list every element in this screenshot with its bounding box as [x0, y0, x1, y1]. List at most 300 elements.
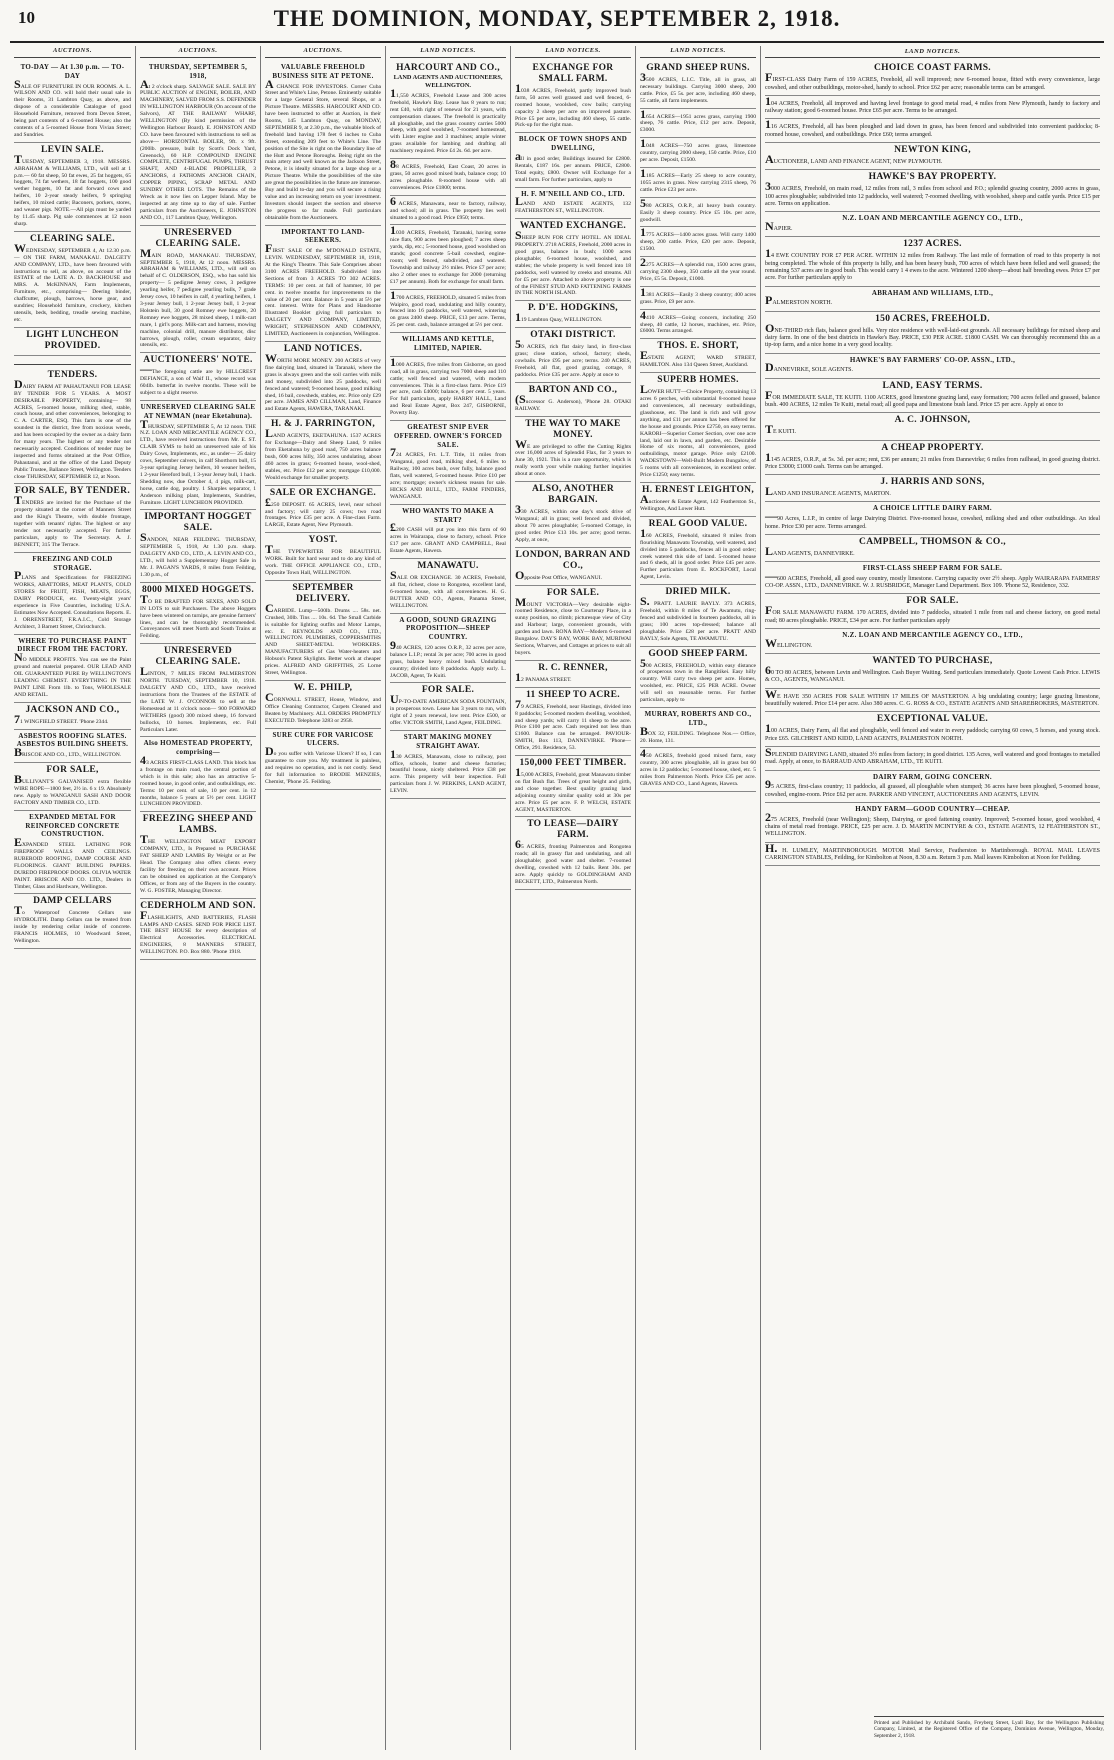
- ad-heading: WANTED EXCHANGE.: [519, 221, 627, 232]
- advertisement: [14, 763, 131, 811]
- ad-body: WE are privileged to offer the Cutting Rights over 16,000 acres of Splendid Flax, for 3 years to June 30, 1921. This is a rare opportunity, which is really worth your while making further inquiries about at once.: [515, 436, 631, 478]
- advertisement: [515, 417, 631, 483]
- ad-heading: DAIRY FARM, GOING CONCERN.: [873, 772, 992, 781]
- ad-body: Opposite Post Office, WANGANUI.: [515, 567, 602, 582]
- ad-heading: AUCTIONEERS' NOTE.: [143, 355, 253, 366]
- ad-heading: TO-DAY — At 1.30 p.m. — TO-DAY: [20, 62, 125, 80]
- advertisement: [265, 226, 381, 342]
- ad-heading: CLEARING SALE.: [30, 233, 115, 244]
- ad-heading: FOR SALE.: [421, 685, 475, 696]
- ad-body: BULLIVANT'S GALVANISED extra flexible WIRE ROPE—1800 feet, 2½ in. 6 x 19. Absolutely new. Apply to WANGANUI SASH AND DOOR FACTORY AND TIMBER CO., LTD.: [14, 772, 131, 806]
- ad-body: 580 ACRES, O.R.P., all heavy bush country. Easily 3 sheep country. Price £5 10s. per acre, goodwill.: [640, 195, 756, 223]
- ad-heading: BARTON AND CO.,: [528, 384, 618, 395]
- advertisement: [265, 486, 381, 534]
- advertisement: [765, 629, 1100, 654]
- advertisement: [765, 654, 1100, 689]
- ad-body: 1048 ACRES—750 acres grass, limestone country, carrying 2000 sheep, 150 cattle. Price, £10 per acre. Deposit, £1500.: [640, 136, 756, 164]
- advertisement: [640, 483, 756, 517]
- advertisement: [640, 195, 756, 228]
- advertisement: [14, 61, 131, 143]
- ad-heading: THOS. E. SHORT,: [657, 341, 739, 352]
- ad-body: 1654 ACRES—1951 acres grass, carrying 1900 sheep, 76 cattle. Price, £12 per acre. Deposit, £3000.: [640, 106, 756, 134]
- advertisement: [765, 712, 1100, 747]
- ad-heading: GREATEST SNIP EVER OFFERED. OWNER'S FORCED SALE.: [393, 423, 503, 449]
- ad-heading: TENDERS.: [47, 369, 98, 380]
- ad-heading: HARCOURT AND CO.,: [396, 62, 500, 73]
- ad-body: PALMERSTON NORTH.: [765, 293, 833, 308]
- ad-body: WEDNESDAY, SEPTEMBER 4, At 12.30 p.m. — ON THE FARM, MANAKAU. DALGETY AND COMPANY, LTD., have been favoured with instructions to sell, as above, on account of the ESTATE of the LATE A. D. BACKHOUSE and MRS. A. McKINNAN, Farm Implements, Furniture, etc., comprising— Deering binder, chaffcutter, plough, harrows, horse gear, and sundries; Household furniture, crockery, kitchen utensils, beds, bedding, treadle sewing machine, etc.: [14, 240, 131, 323]
- ad-body: SALE OF FURNITURE IN OUR ROOMS. A. L. WILSON AND CO. will hold their usual sale in their Rooms, 31 Lambton Quay, as above, and dispose of a considerable Catalogue of good Household Furniture, removed from Devon Street, being part contents of a 6-roomed House; also the contents of a 5-roomed House from Vivian Street; and Sundries.: [14, 76, 131, 138]
- advertisement: [14, 811, 131, 895]
- ad-heading: GOOD SHEEP FARM.: [648, 648, 748, 659]
- ad-heading: YOST.: [308, 535, 338, 546]
- ad-heading: FREEZING AND COLD STORAGE.: [32, 554, 113, 572]
- ad-heading: WILLIAMS AND KETTLE, LIMITED, NAPIER.: [401, 335, 495, 352]
- ad-body: 500 ACRES, FREEHOLD, within easy distance of prosperous town in the Rangitikei. Easy hilly country. Will carry two sheep per acre. Homes, woolshed, etc. PRICE, £25 PER ACRE. Owner will sell on reasonable terms. For further particulars, apply to: [640, 655, 756, 704]
- advertisement: [14, 553, 131, 635]
- advertisement: [765, 379, 1100, 414]
- ad-heading: CHOICE COAST FARMS.: [874, 63, 991, 74]
- ad-body: UP-TO-DATE AMERICAN SODA FOUNTAIN, in prosperous town. Lease has 3 years to run, with right of 2 years renewal, low rent. Price £500, or offer. VICTOR SMITH, Land Agent, FEILDING.: [390, 692, 506, 727]
- ad-body: 3500 ACRES, L.I.C. Title, all in grass, all necessary buildings. Carrying 3000 sheep, 200 cattle. Price, £5 5s. per acre, including 460 sheep, 55 cattle, all farm implements.: [640, 69, 756, 104]
- advertisement: [515, 817, 631, 889]
- ad-heading: H. ERNEST LEIGHTON,: [642, 484, 754, 495]
- ad-body: WE HAVE 350 ACRES FOR SALE WITHIN 17 MILES OF MASTERTON. A big undulating country; large grazing limestone, beautifully watered. Price £14 per acre. Also 380 acres. C. G. ROSS & CO., ESTATE AGENTS AND SHAREBROKERS, MASTERTON.: [765, 686, 1100, 708]
- advertisement: [640, 585, 756, 646]
- advertisement: [265, 581, 381, 681]
- advertisement: [765, 119, 1100, 143]
- ad-body: MAIN ROAD, MANAKAU. THURSDAY, SEPTEMBER 5, 1918, At 12 noon. MESSRS. ABRAHAM & WILLIAMS, LTD., will sell on behalf of C. OLDERSON, ESQ., who has sold his property— 5 pedigree Jersey cows, 3 pedigree yearling heifer, 7 pedigree yearling bulls, 7 grade Jersey cows, 10 heifers in calf, 4 yearling heifers, 1 3-year Jersey bull, 1 2-year Jersey bull, 1 2-year Holstein bull, 30 good Romney ewe hoggets, 20 Romney ewe hoggets, 28 mixed sheep, 1 milk-cart mare, 1 girl's pony. Milk-cart and harness, mowing machine, colonial drill, manure distributor, disc harrows, plough, roller, cream separator, dairy utensils, etc.: [140, 245, 256, 349]
- ad-heading: UNRESERVED CLEARING SALE.: [155, 227, 241, 249]
- ad-heading: 11 SHEEP TO ACRE.: [526, 689, 620, 700]
- advertisement: [515, 548, 631, 586]
- ad-heading: A. C. JOHNSON,: [894, 415, 971, 426]
- advertisement: [390, 225, 506, 289]
- advertisement: [14, 484, 131, 552]
- advertisement: [765, 441, 1100, 476]
- ad-body: WELLINGTON.: [765, 635, 813, 650]
- advertisement: [765, 744, 1100, 771]
- ad-body: SHEEP RUN FOR CITY HOTEL. AN IDEAL PROPERTY. 2718 ACRES, Freehold, 2000 acres in good grass, balance in bush; 1000 acres ploughable; 6-roomed house, woolshed, and stables; the whole property is well fenced into 18 paddocks, well watered by creeks and streams. All for £5 per acre. Attached to above property is one of the FINEST STUD AND FATTENING FARMS IN THE NORTH ISLAND.: [515, 228, 631, 297]
- advertisement: [765, 354, 1100, 379]
- ad-body: —600 ACRES, Freehold, all good easy country, mostly limestone. Carrying capacity over 2½ sheep. Apply WAIRARAPA FARMERS' CO-OP. ASSN., LTD., DANNEVIRKE. W. J. RUSBRIDGE, Manager Land Department. Box 109. 'Phone 52, Residence, 332.: [765, 568, 1100, 590]
- ad-body: 119 Lambton Quay, WELLINGTON.: [515, 310, 603, 325]
- ad-subheading: LAND AGENTS AND AUCTIONEERS, WELLINGTON.: [393, 73, 503, 89]
- advertisement: [765, 502, 1100, 534]
- advertisement: [140, 510, 256, 582]
- ad-body: ESTATE AGENT, WARD STREET, HAMILTON. Also 134 Queen Street, Auckland.: [640, 348, 756, 369]
- ad-body: 1038 ACRES, Freehold, partly improved bush farm, 50 acres well grassed and well fenced, 6-roomed house, woolshed, cow bails; carrying capacity 2 sheep per acre on improved pasture. Price £5 per acre, including 460 sheep, 55 cattle. Pick-up for the right man.: [515, 80, 631, 129]
- advertisement: [765, 594, 1100, 629]
- advertisement: [265, 681, 381, 729]
- advertisement: [765, 535, 1100, 562]
- columns-area: [10, 46, 1104, 1750]
- ad-heading: BLOCK OF TOWN SHOPS AND DWELLING,: [518, 135, 628, 153]
- ad-body: Auctioneer & Estate Agent, 142 Featherston St., Wellington, And Lower Hutt.: [640, 491, 756, 512]
- ad-heading: R. C. RENNER,: [538, 662, 608, 673]
- column-7: [760, 46, 1104, 1750]
- advertisement: [265, 417, 381, 485]
- ad-body: 65 ACRES, fronting Palmerston and Rongotea roads; all in grassy flat and undulating, and all ploughable; good water and shelter. 7-roomed dwelling, cowshed with 12 bails. Rent 30s. per acre. Apply quickly to GOLDINGHAM AND BECKETT, LTD., Palmerston North.: [515, 837, 631, 886]
- ad-heading: LONDON, BARRAN AND CO.,: [515, 549, 631, 571]
- ad-heading: UNRESERVED CLEARING SALE.: [155, 646, 241, 668]
- column-5: [510, 46, 635, 1750]
- ad-body: FOR SALE MANAWATU FARM. 170 ACRES, divided into 7 paddocks, situated 1 mile from rail and cheese factory, on good metal road; 80 acres ploughable. PRICE, £34 per acre. For further particulars apply: [765, 603, 1100, 624]
- advertisement: [14, 143, 131, 232]
- ad-body: AUCTIONEER, LAND AND FINANCE AGENT, NEW PLYMOUTH.: [765, 152, 943, 167]
- ad-body: At 2 o'clock sharp. SALVAGE SALE. SALE BY PUBLIC AUCTION of ENGINE, BOILER, AND MACHINERY, SALVED FROM S.S. DEFENDER IN WELLINGTON HARBOUR (On account of the Salvors), AT THE RAILWAY WHARF, WELLINGTON (By kind permission of the Wellington Harbour Board). E. JOHNSTON AND CO. have been favoured with instructions to sell as above— HORIZONTAL BOILER, 9ft. x 9ft. (200lb. pressure, built by Scott's Dock Yard, Greenock), 60 H.P. COMPOUND ENGINE COMPLETE, CENTRIFUGAL PUMPS, THRUST SHAFT, AND 4-BLADE PROPELLER, 3 ANCHORS, 4 FATHOMS ANCHOR CHAIN, COPPER PIPING, SCRAP METAL AND SUNDRY OTHER LOTS. The Remains of the Wreck as it now lies on Lepper Island. May be inspected at any time up to day of sale. Further particulars from the Auctioneers, E. JOHNSTON AND CO., 117 Lambton Quay, Wellington.: [140, 76, 256, 221]
- ad-body: 95 ACRES, first-class country; 11 paddocks, all grassed, all ploughable when stumped; 36 acres have been ploughed, 5-roomed house, cowshed, engine-room. Price £62 per acre. PARKER AND VINCENT, AUCTIONEERS AND AGENTS, LEVIN.: [765, 777, 1100, 798]
- ad-heading: THE WAY TO MAKE MONEY.: [525, 418, 621, 440]
- ad-body: FIRST SALE Of the M'DONALD ESTATE, LEVIN. WEDNESDAY, SEPTEMBER 18, 1918, At the King's Theatre. This Sale Comprises about 3100 ACRES FREEHOLD. Subdivided into Sections of from 3 ACRES TO 302 ACRES. TERMS: 10 per cent. at fall of hammer, 10 per cent. in twelve months for improvements to the value of 20 per cent. Balance in 5 years at 5½ per cent. interest. Write for Plans and Handsome Illustrated Booklet giving full particulars to DALGETY AND COMPANY, LIMITED, WRIGHT, STEPHENSON AND COMPANY, LIMITED, Auctioneers in conjunction, Wellington.: [265, 241, 381, 338]
- advertisement: [765, 413, 1100, 440]
- column-2: [135, 46, 260, 1750]
- advertisement: [640, 307, 756, 340]
- ad-heading: SURE CURE FOR VARICOSE ULCERS.: [272, 730, 374, 748]
- advertisement: [14, 232, 131, 328]
- page-number: 10: [18, 8, 35, 27]
- ad-heading: W. E. PHILP,: [293, 682, 353, 693]
- ad-body: £250 DEPOSIT. 65 ACRES, level, near school and factory; will carry 25 cows; two road frontages. Price £35 per acre. A Fine-class Farm. LARGE, Estate Agent, New Plymouth.: [265, 494, 381, 529]
- ad-body: DANNEVIRKE, SOLE AGENTS.: [765, 360, 854, 375]
- ad-body: LAND AGENTS, EKETAHUNA. 1537 ACRES for Exchange—Dairy and Sheep Land, 9 miles from Eketahuna by good road, 750 acres balance bush, 600 acres hilly, 350 acres undulating, about 460 acres in grass; 6-roomed house, wool-shed, stables, etc. Price £12 per acre; mortgage £10,000. Would exchange for smaller property.: [265, 426, 381, 481]
- imprint: Printed and Published by Archibald Sando, Freyberg Street, Lyall Bay, for the Wellington Publishing Company, Limited, at the Registered Office of the Company, Dominion Avenue, Wellington, Monday, September 2, 1918.: [874, 1716, 1104, 1739]
- ad-body: FIRST-CLASS Dairy Farm of 159 ACRES, Freehold, all well improved; new 6-roomed house, fitted with every convenience, large cowshed, and other outbuildings, motor-shed, handy to school. Price £62 per acre; reasonable terms can be arranged.: [765, 70, 1100, 91]
- ad-heading: UNRESERVED CLEARING SALE AT NEWMAN (near Eketahuna).: [140, 402, 256, 420]
- advertisement: [390, 683, 506, 731]
- ad-body: MOUNT VICTORIA—Very desirable eight-roomed Residence, close to Courtenay Place, in a sunny position, no climb; picturesque view of City and Harbour; large, convenient grounds, with garden and lawn. RONA BAY—Modern 6-roomed Bungalow. DAY'S BAY, WORK BAY, MURIWAI Sections, Wharves, and Cottages at prices to suit all buyers.: [515, 594, 631, 656]
- ad-body: SPLENDID DAIRYING LAND, situated 3½ miles from factory; in good district. 135 Acres, well watered and good frontages to metalled road. Apply, at once, to BARRAUD AND ABRAHAM, LTD., TE KUITI.: [765, 744, 1100, 766]
- ad-body: LAND AND ESTATE AGENTS, 132 FEATHERSTON ST., WELLINGTON.: [515, 194, 631, 215]
- ad-heading: FOR SALE, BY TENDER.: [14, 486, 130, 497]
- advertisement: [765, 93, 1100, 120]
- advertisement: [390, 559, 506, 614]
- ad-body: NAPIER.: [765, 219, 793, 234]
- ad-body: CARBIDE. Lump—500lb. Drums .... 58s. net. Crushed, 30lb. Tins .... 10s. 6d. The Small Carbide is suitable for lighting outfits and Motor Lamps, etc. E. REYNOLDS AND CO., LTD., WELLINGTON. PLUMBERS, COPPERSMITHS AND SHEET-METAL WORKERS. MANUFACTURERS of Gas Water-heaters and Hobson's Patent Skylights. Better work at cheaper prices. ALFRED AND GRIFFITHS, 25 Lorne Street, Wellington.: [265, 600, 381, 676]
- ad-body: SANDON, NEAR FEILDING. THURSDAY, SEPTEMBER 5, 1918, At 1.30 p.m. sharp. DALGETY AND CO., LTD., A. LEVIN AND CO., LTD., will hold a Supplementary Hogget Sale in Mr. J. PAGAN'S YARDS, 8 miles from Feilding, 1.30 p.m., of: [140, 530, 256, 578]
- ad-heading: REAL GOOD VALUE.: [648, 518, 748, 529]
- advertisement: [640, 165, 756, 198]
- advertisement: [265, 729, 381, 790]
- ad-body: 3000 ACRES, Freehold, on main road, 12 miles from rail, 3 miles from school and P.O.; splendid grazing country, 2000 acres in grass, 100 acres ploughable; subdivided into 12 paddocks, well watered; 7-roomed dwelling, with woolshed, sheep and cattle yards. Price £15 per acre. Terms on application.: [765, 179, 1100, 207]
- ad-body: LOWER HUTT—Choice Property, containing 13 acres 6 perches, with substantial 8-roomed house and conveniences, all necessary outbuildings, glasshouse, etc. The land is rich and will grow anything, and £11 per annum has been offered for the house and grounds. Price £2750, on easy terms. KARORI—Superior Corner Section, over one acre land, laid out in lawn, and garden, etc. Desirable Home of six rooms, all conveniences, good outbuildings, motor garage. Price only £2100. WADESTOWN—Well-Built Modern Bungalow, of 5 rooms with all conveniences, in excellent order. Price £1250; easy terms.: [640, 382, 756, 479]
- advertisement: [765, 61, 1100, 96]
- advertisement: [640, 373, 756, 483]
- advertisement: [515, 586, 631, 661]
- ad-body: 15,000 ACRES, Freehold, great Manawatu timber on flat Bush flat. Trees of great height and girth, and close together. Best quality grazing land adjoining country similar quality sold at 30s per acre. Price £5 per acre. F. P. WELCH, ESTATE AGENT, MASTERTON.: [515, 765, 631, 813]
- ad-heading: N.Z. LOAN AND MERCANTILE AGENCY CO., LTD.,: [842, 631, 1023, 640]
- ad-body: 60 TO 80 ACRES, between Levin and Wellington. Cash Buyer Waiting. Send particulars immediately. Quote Lowest Cash Price. LEWIS & CO., AGENTS, WANGANUI.: [765, 663, 1100, 684]
- advertisement: [140, 401, 256, 510]
- ad-heading: FOR SALE.: [546, 587, 600, 598]
- ad-body: ONE-THIRD rich flats, balance good hills. Very nice residence with well-laid-out grounds. All necessary buildings for mixed sheep and dairy farm. In one of the best districts in Hawke's Bay. PRICE, £30 PER ACRE. £1800 CASH. We can thoroughly recommend this as a tip-top farm, and a nice home in a very good locality.: [765, 320, 1100, 349]
- ad-heading: VALUABLE FREEHOLD BUSINESS SITE AT PETONE.: [272, 62, 374, 80]
- advertisement: [640, 138, 756, 168]
- ad-body: FOR IMMEDIATE SALE, TE KUITI. 1100 ACRES, good limestone grazing land, easy formation; 700 acres felled and grassed, balance bush. 400 ACRES, 12 miles Te Kuiti, metal road; all good papa and limestone bush land. Price £5 per acre. Apply at once to: [765, 387, 1100, 408]
- ad-heading: A CHOICE LITTLE DAIRY FARM.: [873, 504, 992, 513]
- ad-body: BOX 32, FEILDING. Telephone Nos.— Office, 20. Home, 131.: [640, 723, 756, 744]
- advertisement: [14, 328, 131, 356]
- advertisement: [390, 614, 506, 684]
- ad-body: 940 ACRES, 120 acres O.R.P., 32 acres per acre, balance L.I.P.; rental 3s per acre; 700 acres in good grass, balance heavy mixed bush. Undulating country; divided into 8 paddocks. Apply early. L. JACOB, Agent, Te Kuiti.: [390, 637, 506, 679]
- ad-body: CORNWALL STREET, House, Window, and Office Cleaning Contractor, Carpets Cleaned and Beaten by Machinery. ALL ORDERS PROMPTLY EXECUTED. Telephone 3283 or 2958.: [265, 689, 381, 724]
- ad-body: 450 ACRES, freehold good mixed farm, easy country, 300 acres ploughable, all in grass but 60 acres in 12 paddocks; 5-roomed house, shed, etc. 5 miles from Palmerston North. Price £35 per acre. GRAVES AND CO., Land Agents, Hawera.: [640, 746, 756, 788]
- advertisement: [515, 328, 631, 383]
- ad-heading: 1237 ACRES.: [903, 239, 962, 250]
- ad-heading: LAND, EASY TERMS.: [882, 380, 983, 391]
- column-heading: LAND NOTICES.: [390, 46, 506, 58]
- advertisement: [640, 106, 756, 139]
- ad-body: 14 EWE COUNTRY FOR £7 PER ACRE. WITHIN 12 miles from Railway. The last mile of formation of road to this property is not being completed. The whole of this property is hilly, and has been heavy bush, 700 acres of which have been felled and well grassed; the remaining 537 acres are in good bush. This would carry 1 4 ewes to the acre. Wintered 1200 sheep—about half breeding ewes. Price £7 per acre. For further particulars apply to: [765, 246, 1100, 282]
- ad-body: Do you suffer with Varicose Ulcers? If so, I can guarantee to cure you. My treatment is painless, and requires no operation, and is not costly. Send for full information to BRODIE MENZIES, Chemist, 'Phone 25. Feilding.: [265, 744, 381, 785]
- advertisement: [390, 354, 506, 421]
- advertisement: [140, 899, 256, 960]
- ad-body: 11,550 ACRES, Freehold Lease and 300 acres freehold, Hawke's Bay. Lease has 8 years to run; rent £40, with right of renewal for 21 years, with compensation clauses. The freehold is practically all ploughable, and the grass country carries 5000 sheep, with good woolshed, 7-roomed homestead, with Lister engine and 3 machines; ample winter grass available for lambing and drafting all machinery required. Price £4 2s. 6d. per acre.: [390, 85, 506, 155]
- ad-body: H. H. LUMLEY, MARTINBOROUGH. MOTOR Mail Service, Featherston to Martinborough. ROYAL MAIL LEAVES CARRINGTON STABLES, Feilding, for Kimbolton at Noon, 8.30 a.m. Return 3 p.m. Mail leaves Kimbolton at Noon for Feilding.: [765, 840, 1100, 861]
- ad-body: 12 PANAMA STREET.: [515, 669, 572, 684]
- ad-heading: EXCEPTIONAL VALUE.: [876, 714, 989, 725]
- advertisement: [515, 383, 631, 417]
- advertisement: [640, 61, 756, 109]
- section-rule: [14, 360, 131, 365]
- ad-heading: SEPTEMBER DELIVERY.: [292, 582, 354, 604]
- ad-body: 50 ACRES, rich flat dairy land, in first-class grass; close station, school, factory; sheds, cowbails. Price £95 per acre; terms. 240 ACRES, Freehold, all flat, good grazing, cottage, 8 paddocks. Price £35 per acre. Apply at once to: [515, 337, 631, 378]
- advertisement: [140, 353, 256, 401]
- ad-body: TO BE DRAFTED FOR SEXES, AND SOLD IN LOTS to suit Purchasers. The above Hoggets have been wintered on turnips, are genuine farmers' lines, and can be thoroughly recommended. Conveyances will meet North and South Trains at Feilding.: [140, 591, 256, 640]
- ad-heading: LEVIN SALE.: [41, 144, 104, 155]
- ad-body: 330 ACRES, within one day's stock drive of Wanganui; all in grass; well fenced and divided, about 70 acres ploughable; 5-roomed Cottage, in good order. Price £13 10s. per acre; good terms. Apply, at once,: [515, 502, 631, 543]
- advertisement: [14, 368, 131, 485]
- ad-heading: FIRST-CLASS SHEEP FARM FOR SALE.: [862, 564, 1003, 573]
- advertisement: [765, 803, 1100, 843]
- ad-body: 88 ACRES, Freehold, East Coast, 20 acres in grass, 50 acres good mixed bush, balance crop; 10 acres ploughable. 8-roomed house with all conveniences. Price £1800; terms.: [390, 157, 506, 191]
- advertisement: [140, 812, 256, 898]
- column-heading: AUCTIONS.: [265, 46, 381, 58]
- advertisement: [765, 212, 1100, 237]
- ad-heading: FOR SALE,: [46, 765, 99, 776]
- ad-body: TE KUITI.: [765, 422, 797, 437]
- ad-heading: WHERE TO PURCHASE PAINT DIRECT FROM THE FACTORY.: [17, 636, 128, 654]
- ad-heading: WHO WANTS TO MAKE A START?: [402, 506, 494, 524]
- ad-heading: THURSDAY, SEPTEMBER 5, 1918,: [148, 62, 248, 80]
- ad-heading: A CHEAP PROPERTY.: [881, 442, 984, 453]
- advertisement: [14, 730, 131, 764]
- ad-heading: H. F. M'NEILL AND CO., LTD.: [521, 189, 625, 198]
- masthead-rule: [10, 41, 1104, 43]
- ad-body: NO MIDDLE PROFITS. You can see the Paint ground and material prepared. OUR LEAD AND OIL GUARANTEED PURE By WELLINGTON'S LEADING CHEMIST. EVERYTHING IN THE PAINT LINE From 1lb. to Tons, WHOLESALE AND RETAIL.: [14, 650, 131, 698]
- ad-body: FLASHLIGHTS, AND BATTERIES, FLASH LAMPS AND CASES. SEND FOR PRICE LIST. THE BEST HOUSE for every description of Electrical Accessories. ELECTRICAL ENGINEERS, 8 MANNERS STREET, WELLINGTON. P.O. Box 880. 'Phone 1918.: [140, 907, 256, 956]
- ad-body: 1030 ACRES, Freehold, Taranaki, having some nice flats, 900 acres been ploughed; 7 acres sheep yards, dip, etc.; 5-roomed house, good woolshed on stands; good concrete 5-bail cowshed, engine-room; well fenced, subdivided, and watered. Township and railway 2½ miles. Price £7 per acre; also 2 other ones to exchange for 2000 (returning £17 per annum). Both for exchange for small farm.: [390, 223, 506, 285]
- ad-heading: WANTED TO PURCHASE,: [872, 656, 993, 667]
- ad-body: 1381 ACRES—Easily 3 sheep country; 400 acres grass. Price, £9 per acre.: [640, 284, 756, 305]
- ad-body: 116 ACRES, Freehold, all has been ploughed and laid down in grass, has been fenced and subdivided into convenient paddocks; 8-roomed house, cowshed, and outbuildings. Price £60; terms arranged.: [765, 117, 1100, 138]
- ad-body: S. PRATT. LAURIE BAYLY. 373 ACRES, Freehold, within 8 miles of Te Awamutu, ring-fenced and subdivided in fourteen paddocks, all in grass; 100 acres top-dressed; balance all ploughable. Price £28 per acre. PRATT AND BAYLY, Sole Agents, TE AWAMUTU.: [640, 594, 756, 642]
- advertisement: [640, 227, 756, 257]
- advertisement: [515, 482, 631, 548]
- ad-heading: CEDERHOLM AND SON.: [140, 900, 256, 911]
- ad-body: 6 ACRES, Manawatu, near to factory, railway, and school; all in grass. The property lies well situated to a good road. Price £950; terms.: [390, 193, 506, 221]
- ad-heading: 8000 MIXED HOGGETS.: [141, 584, 255, 595]
- advertisement: [640, 257, 756, 287]
- advertisement: [140, 583, 256, 644]
- column-heading: LAND NOTICES.: [765, 46, 1100, 58]
- ad-heading: TO LEASE—DAIRY FARM.: [527, 819, 619, 841]
- ad-body: TENDERS are invited for the Purchase of the property situated at the corner of Manners Street and the King's Theatre, with double frontage, together with tenants' rights. The highest or any tender not necessarily accepted. For further particulars, apply to The Secretary. A. J. BENNETT, 315 The Terrace.: [14, 493, 131, 548]
- ad-body: A CHANCE FOR INVESTORS. Corner Cuba Street and White's Line, Petone. Eminently suitable for a large General Store, several Shops, or a Picture Theatre. MESSRS. HARCOURT AND CO. have been instructed to offer at Auction, in their Rooms, 145 Lambton Quay, on MONDAY, SEPTEMBER 9, at 2.30 p.m., the valuable block of freehold land having 178 feet 6 inches to Cuba Street, extending 209 feet to White's Line. The position of the Site is right on the Boundary line of the Hutt and Petone Boroughs. Being right on the main artery and well known as the Jackson Street, Petone, it is ideally situated for a large shop or a Picture Theatre. While the possibilities of the site are great the possibilities in the future are immense. Buy and build to-day and you will secure a rising value and an increasing return on your investment. Investors should inspect the section and observe the progress so far made. Full particulars obtainable from the Auctioneers.: [265, 76, 381, 221]
- ad-heading: OTAKI DISTRICT.: [530, 330, 616, 341]
- advertisement: [765, 312, 1100, 354]
- ad-heading: LIGHT LUNCHEON PROVIDED.: [26, 329, 119, 351]
- column-6: [635, 46, 760, 1750]
- column-1: [10, 46, 135, 1750]
- advertisement: [390, 287, 506, 334]
- advertisement: [640, 284, 756, 310]
- ad-body: 1145 ACRES, O.R.P., at 5s. 3d. per acre; rent, £36 per annum; 21 miles from Dannevirke; 6 miles from railhead, in good grazing district. Price £3000; £1000 cash. Terms can be arranged.: [765, 449, 1100, 470]
- ad-body: —90 Acres, L.I.P., in centre of large Dairying District. Five-roomed house, cowshed, milking shed and other outbuildings. An ideal home. Price £30 per acre. Terms arranged.: [765, 509, 1100, 530]
- column-4: [385, 46, 510, 1750]
- advertisement: [265, 342, 381, 417]
- ad-heading: J. HARRIS AND SONS,: [880, 477, 985, 488]
- ad-heading: JACKSON AND CO.,: [25, 704, 120, 715]
- advertisement: [515, 661, 631, 688]
- ad-heading: IMPORTANT TO LAND-SEEKERS.: [281, 227, 365, 245]
- ad-body: LINTON, 7 MILES FROM PALMERSTON NORTH. TUESDAY, SEPTEMBER 10, 1918. DALGETY AND CO., LTD., have received instructions from the Trustees of the ESTATE of the LATE W. J. O'CONNOR to sell at the Homestead at 11 o'clock noon— 900 FORWARD WETHERS (good) 300 mixed sheep, 16 forward bullocks, 10 horses. Implements, etc. Full Particulars Later.: [140, 664, 256, 733]
- ad-body: THE WELLINGTON MEAT EXPORT COMPANY, LTD., Is Prepared to PURCHASE FAT SHEEP AND LAMBS By Weight or at Per Head. The Company also offers clients every facility for freezing on their own account. Prices can be obtained on application at the Company's Offices, or from any of the Buyers in the country. W. G. FOSTER, Managing Director.: [140, 832, 256, 894]
- ad-heading: ALSO, ANOTHER BARGAIN.: [531, 484, 615, 506]
- advertisement: [390, 421, 506, 505]
- advertisement: [640, 517, 756, 585]
- ad-body: 79 ACRES, Freehold, near Hastings, divided into 8 paddocks; 5-roomed modern dwelling, woolshed, and sheep yards; will carry 11 sheep to the acre. Price £100 per acre. Cash required not less than £1600. Balance can be arranged. PAVIOUR-SMITH, Box 113, DANNEVIRKE. 'Phone—Office, 291. Residence, 53.: [515, 696, 631, 752]
- ad-heading: HAWKE'S BAY PROPERTY.: [868, 172, 997, 183]
- column-heading: LAND NOTICES.: [640, 46, 756, 58]
- ad-heading: H. & J. FARRINGTON,: [270, 419, 376, 430]
- ad-heading: START MAKING MONEY STRAIGHT AWAY.: [403, 733, 493, 750]
- advertisement: [515, 133, 631, 187]
- advertisement: [140, 226, 256, 354]
- advertisement: [640, 339, 756, 373]
- ad-body: 2275 ACRES—A splendid run, 1500 acres grass, carrying 2300 sheep, 350 cattle all the year round. Price, £5 5s. Deposit, £1000.: [640, 255, 756, 282]
- ad-body: SALE OR EXCHANGE. 30 ACRES, Freehold, all flat, richest, close to Rongotea, excellent land, 6-roomed house, with all conveniences. H. G. BUTTER AND CO., Agents, Panama Street, WELLINGTON.: [390, 567, 506, 609]
- ad-heading: IMPORTANT HOGGET SALE.: [144, 512, 252, 534]
- ad-heading: DRIED MILK.: [665, 587, 731, 598]
- advertisement: [515, 688, 631, 756]
- ad-body: 4410 ACRES—Going concern, including 250 sheep, 40 cattle, 12 horses, machines, etc. Price, £6000. Terms arranged.: [640, 307, 756, 335]
- ad-body: 104 ACRES, Freehold, all improved and having level frontage to good metal road, 4 miles from New Plymouth, handy to factory and railway station; good 6-roomed house. Price £65 per acre. Terms to be arranged.: [765, 93, 1100, 115]
- ad-heading: SUPERB HOMES.: [657, 375, 739, 386]
- ad-body: (Successor G. Anderson), 'Phone 28. OTAKI RAILWAY.: [515, 391, 631, 412]
- advertisement: [265, 533, 381, 581]
- advertisement: [765, 686, 1100, 713]
- advertisement: [765, 237, 1100, 286]
- advertisement: [515, 188, 631, 220]
- advertisement: [390, 333, 506, 357]
- ad-heading: N.Z. LOAN AND MERCANTILE AGENCY CO., LTD.,: [842, 214, 1023, 223]
- ad-heading: LAND NOTICES.: [283, 344, 363, 354]
- ad-heading: ASBESTOS ROOFING SLATES. ASBESTOS BUILDING SHEETS.: [16, 731, 129, 749]
- advertisement: [14, 635, 131, 703]
- ad-body: EXPANDED STEEL LATHING FOR FIREPROOF WALLS AND CEILINGS. RUBEROID ROOFING, DAMP COURSE AND FLOORINGS. GIANT BUILDING PAPERS. DUREDO FIREPROOF DOORS. OLIVIA WATER PAINT. BRISCOE AND CO. LTD., Dealers in Timber, Glass and Hardware, Wellington.: [14, 835, 131, 890]
- ad-heading: HAWKE'S BAY FARMERS' CO-OP. ASSN., LTD.,: [849, 355, 1016, 364]
- column-heading: AUCTIONS.: [14, 46, 131, 58]
- advertisement: [14, 894, 131, 949]
- ad-body: 1000 ACRES, five miles from Gisborne, on good road, all in grass, carrying two 7000 sheep and 110 cattle; well fenced and watered, with modern conveniences. This is a first-class farm. Price £19 per acre, cash £4000; balance, 6 per cent. 5 years. For full particulars, apply HARRY HALL, Land and Real Estate Agent, Box 247, GISBORNE, Poverty Bay.: [390, 354, 506, 417]
- advertisement: [765, 475, 1100, 502]
- advertisement: [515, 301, 631, 328]
- advertisement: [515, 756, 631, 817]
- ad-body: TUESDAY, SEPTEMBER 3, 1918. MESSRS. ABRAHAM & WILLIAMS, LTD., will sell at 1 p.m.— 60 fat sheep, 50 fat ewes, 25 fat hoggets, 65 hoggets, 74 fat wethers, 18 fat hoggets, 100 good wether hoggets, 10 fat and forward cows and heifers, 10 2-year steady heifers, 9 springing heifers, 10 mixed cattle; Baconers, porkers, stores, and weaner pigs. NOTE.—All pigs must be yarded by 11.45 sharp. Pig sale commences at 12 noon sharp.: [14, 151, 131, 227]
- ad-body: 100 ACRES, Dairy Farm, all flat and ploughable, well fenced and water in every paddock; carrying 60 cows, 5 horses, and young stock. Price £65. GILCHRIST AND KIDD, LAND AGENTS, PALMERSTON NORTH.: [765, 721, 1100, 742]
- column-3: [260, 46, 385, 1750]
- ad-body: 71 WINGFIELD STREET. 'Phone 2344.: [14, 711, 109, 726]
- advertisement: [140, 61, 256, 226]
- ad-body: 130 ACRES, Manawatu, close to railway, post office, schools, butter and cheese factories; beautiful house, nicely sheltered. Price £38 per acre. This property will bear inspection. Full particulars from J. W. PERKINS, LAND AGENT, LEVIN.: [390, 746, 506, 795]
- ad-heading: MURRAY, ROBERTS AND CO., LTD.,: [644, 710, 752, 727]
- ad-body: THURSDAY, SEPTEMBER 5, At 12 noon. THE N.Z. LOAN AND MERCANTILE AGENCY CO., LTD., have received instructions from Mr. E. ST. CLAIR SYMS to hold an unreserved sale of his Dairy Cows, Implements, etc., as under— 25 dairy cows, September calvers, in calf Shorthorn bull, 15 3-year springing Jersey heifers, 10 weaner heifers, 1 2-year Hereford bull, 1 3-year Jersey bull, 1 hack. Shedding now, due October 4, 4 pigs, milk-cart, horse, cattle dog, poultry. 1 Sharples separator, 1 Anderson milking plant, Implements, Sundries, Furniture. LIGHT LUNCHEON PROVIDED.: [140, 416, 256, 506]
- advertisement: [14, 703, 131, 730]
- advertisement: [140, 644, 256, 737]
- ad-body: LAND AGENTS, DANNEVIRKE.: [765, 543, 855, 558]
- advertisement: [515, 61, 631, 133]
- ad-body: BRISCOE AND CO., LTD., WELLINGTON.: [14, 745, 122, 760]
- ad-body: 724 ACRES, Frt. L.T. Title, 11 miles from Wanganui, good road, milking shed, 6 miles to Railway, 100 acres bush, over fully, balance good flats, well watered, 5-roomed house. Price £10 per acre; mortgage; owner's sickness reason for sale. HICKS AND BULL, LTD., FARM FINDERS, WANGANUI.: [390, 445, 506, 500]
- advertisement: [765, 771, 1100, 803]
- ad-body: 160 ACRES, Freehold, situated 8 miles from flourishing Manawatu Township, well watered, and divided into 5 paddocks, fences all in good order; creek watered this side of land. 5-roomed house and 6 sheds, all in good order. Price £45 per acre. Further particulars from E. ROCKFORT, Local Agent, Levin.: [640, 525, 756, 581]
- ad-heading: ABRAHAM AND WILLIAMS, LTD.,: [871, 288, 994, 297]
- advertisement: [390, 731, 506, 799]
- column-heading: LAND NOTICES.: [515, 46, 631, 58]
- ad-body: LAND AND INSURANCE AGENTS, MARTON.: [765, 484, 891, 499]
- ad-body: PLANS and Specifications for FREEZING WORKS, ABATTOIRS, MEAT PLANTS, COLD STORES for FRUIT, FISH, MEATS, EGGS, DAIRY PRODUCE, etc. Twenty-eight years' experience in Five Countries, including U.S.A. Estimates Now Accepted. Consultations Reports. E. J. ORRENSTREET, F.R.A.I.C., Cold Storage Architect, 3 Barnett Street, Christchurch.: [14, 568, 131, 630]
- masthead: [10, 6, 1104, 40]
- ad-heading: A GOOD, SOUND GRAZING PROPOSITION—SHEEP COUNTRY.: [399, 615, 497, 642]
- advertisement: [640, 748, 756, 792]
- ad-heading: EXCHANGE FOR SMALL FARM.: [532, 62, 614, 84]
- advertisement: [265, 61, 381, 226]
- advertisement: [390, 505, 506, 559]
- ad-heading: FOR SALE.: [906, 596, 959, 607]
- advertisement: [390, 159, 506, 196]
- ad-heading: P. D'E. HODGKINS,: [527, 303, 618, 314]
- ad-heading: MANAWATU.: [417, 560, 479, 571]
- advertisement: [390, 193, 506, 226]
- paper-title: THE DOMINION, MONDAY, SEPTEMBER 2, 1918.: [273, 6, 841, 31]
- advertisement: [140, 737, 256, 812]
- ad-heading: NEWTON KING,: [894, 145, 971, 156]
- ad-heading: FREEZING SHEEP AND LAMBS.: [142, 814, 254, 836]
- ad-body: 43 ACRES FIRST-CLASS LAND. This block has a frontage on main road, the central portion of which is in this sale; also has an attractive 5-roomed house, in good order, and outbuildings, etc. Terms: 10 per cent. of sale, 10 per cent. in 12 months, balance 5 years at 5½ per cent. LIGHT LUNCHEON PROVIDED.: [140, 753, 256, 808]
- ad-body: To Waterproof Concrete Cellars use HYDROLITH. Damp Cellars can be treated from inside by rendering cellar inside of concrete. FRANCIS HOLMES, 10 Woodward Street, Wellington.: [14, 903, 131, 945]
- advertisement: [640, 647, 756, 708]
- advertisement: [765, 170, 1100, 212]
- ad-heading: EXPANDED METAL FOR REINFORCED CONCRETE CONSTRUCTION.: [25, 812, 120, 839]
- advertisement: [640, 708, 756, 748]
- ad-body: THE TYPEWRITER FOR BEAUTIFUL WORK. Built for hard wear and to do any kind of work. THE OFFICE APPLIANCE CO., LTD., Opposite Town Hall, WELLINGTON.: [265, 542, 381, 576]
- advertisement: [390, 61, 506, 159]
- ad-body: —The foregoing cattle are by HILLCREST DEFIANCE, a son of Waif II., whose record was 604lb. butterfat in twelve months. These will be subject to a slight reserve.: [140, 362, 256, 397]
- ad-body: £200 CASH will put you into this farm of 60 acres in Wairarapa, close to factory, school. Price £17 per acre. GRANT AND CAMPBELL, Real Estate Agents, Hawera.: [390, 520, 506, 555]
- advertisement: [765, 143, 1100, 170]
- ad-heading: SALE OR EXCHANGE.: [269, 487, 377, 498]
- advertisement: [765, 840, 1100, 867]
- advertisement: [515, 219, 631, 301]
- advertisement: [765, 287, 1100, 312]
- ad-body: 1700 ACRES, FREEHOLD, situated 5 miles from Waipiro, good road, undulating and hilly country, fenced into 16 paddocks, well watered, wintering on grass 2400 sheep. PRICE, £13 per acre. Terms, 25 per cent. cash, balance arranged at 5½ per cent.: [390, 287, 506, 329]
- ad-body: 1185 ACRES—Early 25 sheep to acre country, 1055 acres in grass. Now carrying 2315 sheep, 76 cattle. Price £23 per acre.: [640, 165, 756, 193]
- ad-heading: GRAND SHEEP RUNS.: [646, 62, 750, 73]
- ad-body: WORTH MORE MONEY. 200 ACRES of very fine dairying land, situated in Taranaki, where the grass is always green and the soil carries with milk and money, subdivided into 25 paddocks, well fenced and watered; 9-roomed house, good milking shed, 16 bail, cowsheds, stables, etc. Price only £29 per acre. JAMES AND CILLMAN, Land, Finance and Estate Agents, HAWERA, TARANAKI.: [265, 351, 381, 413]
- ad-body: 1775 ACRES—1400 acres grass. Will carry 1400 sheep, 200 cattle. Price, £20 per acre. Deposit, £1500.: [640, 225, 756, 253]
- column-heading: AUCTIONS.: [140, 46, 256, 58]
